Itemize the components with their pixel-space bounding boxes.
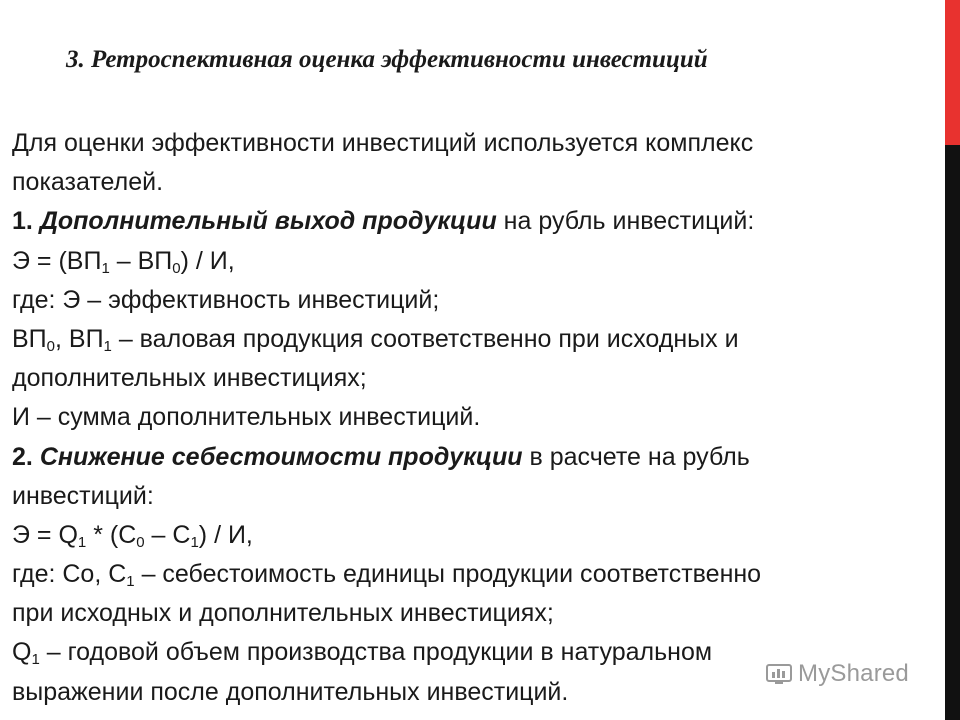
subscript: 0 <box>172 259 181 277</box>
myshared-logo-icon <box>766 663 792 685</box>
text-span: где: Со, С <box>12 560 127 589</box>
text-span: дополнительных инвестициях; <box>12 364 367 393</box>
subscript: 1 <box>103 337 112 355</box>
formula-part: * (С <box>86 520 137 549</box>
formula-part: Э = Q <box>12 520 78 549</box>
text-line-2 <box>12 163 937 202</box>
text-line-5 <box>12 281 937 320</box>
indicator-term: Дополнительный выход продукции <box>39 207 497 236</box>
subscript: 1 <box>31 651 40 669</box>
text-span: , ВП <box>55 324 104 353</box>
text-line-13 <box>12 594 937 633</box>
text-span: – годовой объем производства продукции в натуральном <box>39 638 713 667</box>
formula-part: – С <box>144 520 191 549</box>
formula-part: Э = (ВП <box>12 246 102 275</box>
indicator-number: 1. <box>12 207 33 236</box>
indicator-number: 2. <box>12 442 33 471</box>
text-span: где: Э – эффективность инвестиций; <box>12 285 440 314</box>
text-span: И – сумма дополнительных инвестиций. <box>12 403 481 432</box>
indicator-1-heading <box>12 202 937 241</box>
subscript: 1 <box>101 259 110 277</box>
formula-part: ) / И, <box>180 246 235 275</box>
text-span: на рубль инвестиций: <box>496 207 755 236</box>
formula-2 <box>12 516 937 555</box>
right-accent-bar-black <box>945 145 960 720</box>
text-span: Для оценки эффективности инвестиций используется комплекс <box>12 129 754 157</box>
text-span: показателей. <box>12 168 164 197</box>
text-span: в расчете на рубль <box>522 442 750 471</box>
right-accent-bar-red <box>945 0 960 145</box>
text-line-8 <box>12 398 937 437</box>
formula-1 <box>12 242 937 281</box>
text-line-7 <box>12 359 937 398</box>
text-span: ВП <box>12 324 47 353</box>
page-title: 3. Ретроспективная оценка эффективности инвестиций <box>66 46 708 73</box>
text-span: выражении после дополнительных инвестиций. <box>12 677 569 706</box>
text-line-1 <box>12 124 937 163</box>
text-span: Q <box>12 638 32 667</box>
text-span: при исходных и дополнительных инвестициях; <box>12 599 554 628</box>
slide-body <box>12 124 937 712</box>
formula-part: – ВП <box>109 246 173 275</box>
subscript: 0 <box>136 533 145 551</box>
watermark-text: MyShared <box>798 660 909 687</box>
text-span: – себестоимость единицы продукции соответственно <box>134 560 762 589</box>
subscript: 1 <box>190 533 199 551</box>
text-line-10 <box>12 477 937 516</box>
watermark <box>766 660 909 688</box>
subscript: 1 <box>126 573 135 591</box>
text-line-12 <box>12 555 937 594</box>
subscript: 0 <box>46 337 55 355</box>
formula-part: ) / И, <box>198 520 253 549</box>
indicator-2-heading <box>12 438 937 477</box>
subscript: 1 <box>77 533 87 551</box>
text-span: – валовая продукция соответственно при исходных и <box>111 324 739 353</box>
text-span: инвестиций: <box>12 481 154 510</box>
text-line-6 <box>12 320 937 359</box>
indicator-term: Снижение себестоимости продукции <box>39 442 523 471</box>
